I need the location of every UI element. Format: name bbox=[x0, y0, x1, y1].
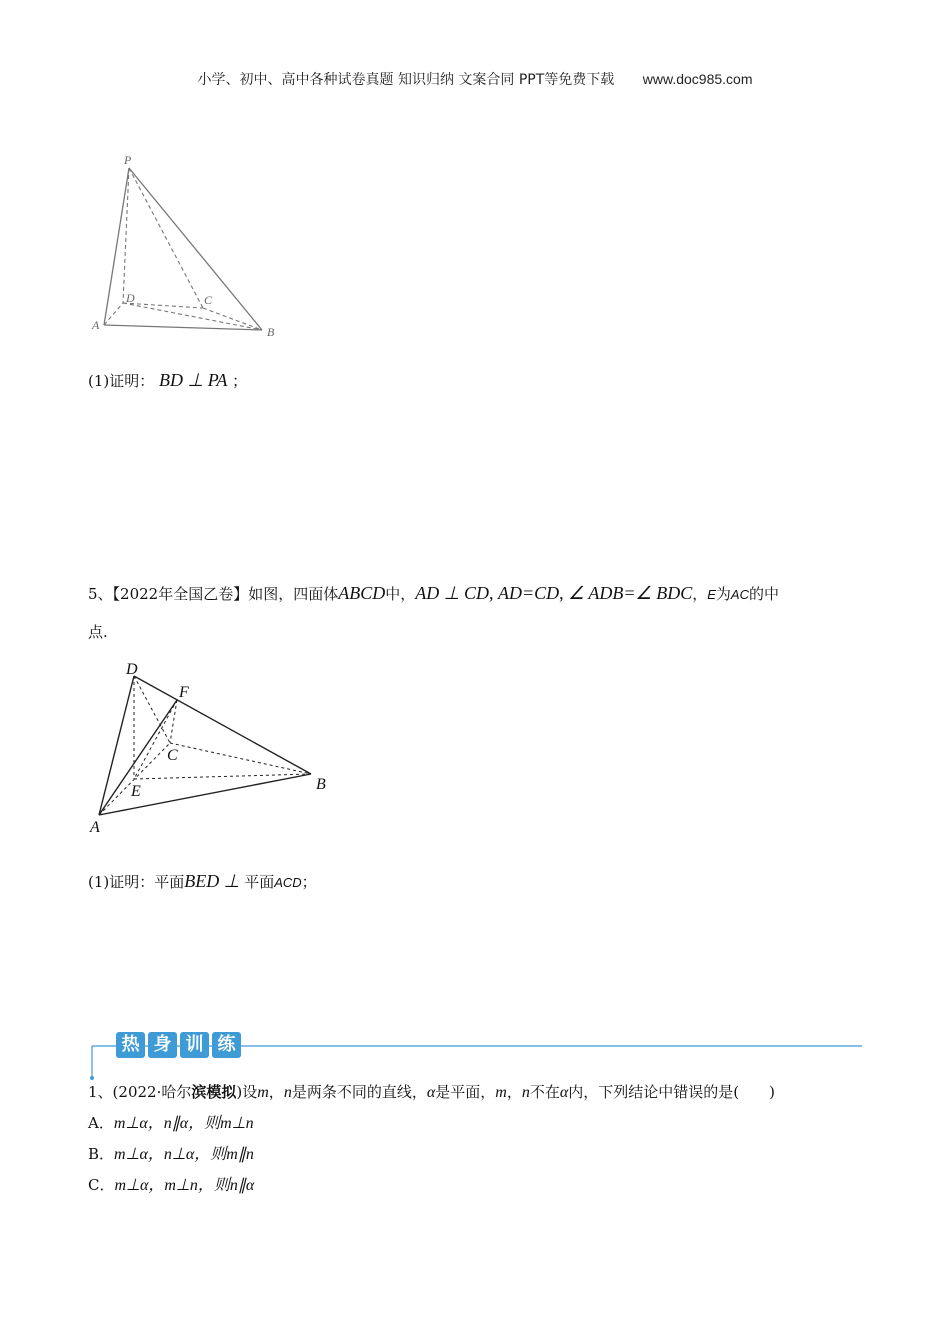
option-a[interactable] bbox=[88, 1112, 254, 1135]
option-a-cond: m⊥α，n∥α，则 bbox=[113, 1115, 221, 1132]
label-a: A bbox=[92, 318, 100, 332]
edge-pc bbox=[129, 168, 203, 308]
edge-eb bbox=[134, 774, 311, 779]
label-d: D bbox=[126, 661, 138, 678]
q5-part1 bbox=[88, 870, 317, 894]
option-b-cond: m⊥α，n⊥α，则 bbox=[114, 1146, 227, 1163]
label-f: F bbox=[179, 684, 189, 701]
q5-text3: 为 bbox=[715, 585, 731, 603]
edge-ab bbox=[104, 325, 262, 330]
q5-sep: ， bbox=[692, 585, 708, 603]
label-b: B bbox=[267, 325, 275, 339]
option-b-concl: m∥n bbox=[226, 1146, 254, 1163]
label-p: P bbox=[124, 153, 132, 167]
q5-e-label: E bbox=[707, 587, 716, 602]
q5-part1-plane2: ACD bbox=[274, 875, 302, 890]
edge-fe bbox=[134, 700, 177, 779]
q1-source-open: (2022·哈尔 bbox=[112, 1083, 192, 1101]
section-title bbox=[116, 1032, 244, 1058]
q5-cond3: ∠ ADB=∠ BDC bbox=[568, 583, 693, 603]
q1-m: m bbox=[257, 1084, 269, 1101]
section-char-3: 训 bbox=[180, 1032, 209, 1058]
option-c-concl: n∥α bbox=[229, 1177, 255, 1194]
q5-part1-mid: 平面 bbox=[244, 873, 275, 891]
section-char-2: 身 bbox=[148, 1032, 177, 1058]
q1-alpha2: α bbox=[559, 1084, 569, 1101]
q1-n: n bbox=[283, 1084, 292, 1101]
label-b: B bbox=[316, 776, 326, 793]
q1-comma: ， bbox=[268, 1083, 284, 1101]
edge-pb bbox=[129, 168, 262, 330]
q5-cond2: AD=CD bbox=[497, 583, 560, 603]
label-c: C bbox=[167, 747, 178, 764]
option-a-concl: m⊥n bbox=[220, 1115, 254, 1132]
q5-part1-prefix: (1)证明：平面 bbox=[88, 873, 185, 891]
label-a: A bbox=[90, 819, 100, 836]
option-c-cond: m⊥α，m⊥n，则 bbox=[114, 1177, 230, 1194]
option-b-label: B． bbox=[88, 1145, 115, 1163]
section-char-4: 练 bbox=[212, 1032, 241, 1058]
label-c: C bbox=[204, 293, 213, 307]
q5-part1-suffix: ； bbox=[301, 873, 317, 891]
q4-part1 bbox=[88, 369, 247, 392]
section-char-1: 热 bbox=[116, 1032, 145, 1058]
q1-source-bold: 滨模拟 bbox=[191, 1083, 237, 1101]
q5-source: 【2022年全国乙卷】 bbox=[112, 585, 249, 603]
q1-text-d: 不在 bbox=[529, 1083, 560, 1101]
q5-part1-plane1: BED ⊥ bbox=[184, 871, 240, 891]
q1-statement bbox=[88, 1081, 775, 1104]
q5-statement-line2: 点. bbox=[88, 623, 108, 641]
q5-number: 5、 bbox=[88, 585, 113, 603]
edge-da bbox=[99, 676, 134, 815]
q4-part1-suffix: ； bbox=[232, 372, 248, 390]
q4-part1-prefix: (1)证明： bbox=[88, 372, 155, 390]
q1-m2: m bbox=[495, 1084, 507, 1101]
tetrahedron-figure bbox=[85, 655, 335, 840]
option-c-label: C． bbox=[88, 1176, 115, 1194]
q1-text-c: 是平面， bbox=[435, 1083, 496, 1101]
edge-cb bbox=[170, 743, 311, 774]
page-header bbox=[0, 69, 950, 89]
q1-number: 1、 bbox=[88, 1083, 113, 1101]
header-text: 小学、初中、高中各种试卷真题 知识归纳 文案合同 PPT等免费下载 bbox=[197, 72, 615, 88]
q1-text-a: 设 bbox=[242, 1083, 258, 1101]
label-e: E bbox=[131, 783, 141, 800]
q5-text4: 的中 bbox=[748, 585, 779, 603]
q4-part1-math: BD ⊥ PA bbox=[159, 370, 228, 390]
edge-dc bbox=[123, 303, 203, 308]
option-b[interactable] bbox=[88, 1143, 254, 1166]
q5-text1: 如图，四面体 bbox=[248, 585, 339, 603]
q5-ac-label: AC bbox=[730, 587, 749, 602]
pyramid-figure bbox=[85, 148, 285, 343]
q5-statement: 5、【2022年全国乙卷】如图，四面体ABCD中，AD ⊥ CD, AD=CD, ∠ ADB=∠ BDC，E为AC的中 bbox=[88, 583, 779, 603]
q5-text2: 中， bbox=[385, 585, 416, 603]
option-c[interactable] bbox=[88, 1174, 254, 1197]
q5-tetra: ABCD bbox=[338, 583, 386, 603]
q1-text-e: 内，下列结论中错误的是( ) bbox=[568, 1083, 775, 1101]
header-url[interactable]: www.doc985.com bbox=[642, 71, 753, 87]
q1-comma2: ， bbox=[506, 1083, 522, 1101]
q1-text-b: 是两条不同的直线， bbox=[291, 1083, 427, 1101]
option-a-label: A． bbox=[88, 1114, 114, 1132]
q1-alpha: α bbox=[426, 1084, 436, 1101]
label-d: D bbox=[126, 291, 135, 305]
q1-n2: n bbox=[521, 1084, 530, 1101]
q1-source-close: ) bbox=[236, 1083, 243, 1101]
q5-cond1: AD ⊥ CD bbox=[415, 583, 489, 603]
